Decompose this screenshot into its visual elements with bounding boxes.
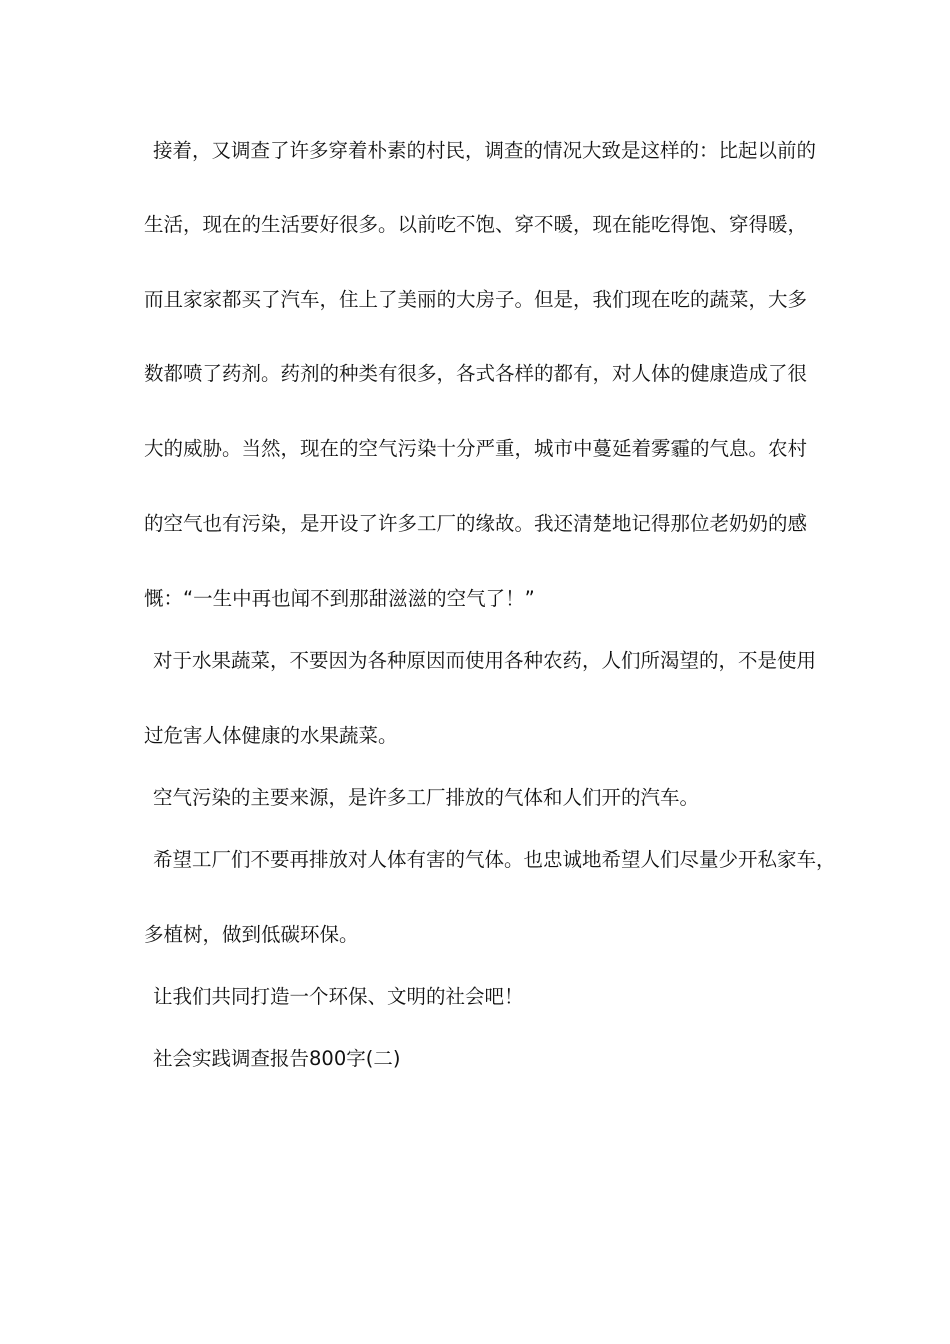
- paragraph-line: 慨：“一生中再也闻不到那甜滋滋的空气了！”: [144, 587, 535, 610]
- paragraph-line: 数都喷了药剂。药剂的种类有很多，各式各样的都有，对人体的健康造成了很: [144, 362, 808, 385]
- section-heading: 社会实践调查报告800字(二): [153, 1047, 401, 1070]
- paragraph-line: 大的威胁。当然，现在的空气污染十分严重，城市中蔓延着雾霾的气息。农村: [144, 437, 808, 460]
- paragraph-line: 接着，又调查了许多穿着朴素的村民，调查的情况大致是这样的：比起以前的: [153, 139, 817, 162]
- paragraph-line: 对于水果蔬菜，不要因为各种原因而使用各种农药，人们所渴望的，不是使用: [153, 649, 817, 672]
- paragraph-line: 空气污染的主要来源，是许多工厂排放的气体和人们开的汽车。: [153, 786, 700, 809]
- paragraph-line: 让我们共同打造一个环保、文明的社会吧！: [153, 985, 524, 1008]
- paragraph-line: 而且家家都买了汽车，住上了美丽的大房子。但是，我们现在吃的蔬菜，大多: [144, 288, 808, 311]
- paragraph-line: 过危害人体健康的水果蔬菜。: [144, 724, 398, 747]
- paragraph-line: 多植树，做到低碳环保。: [144, 923, 359, 946]
- paragraph-line: 的空气也有污染，是开设了许多工厂的缘故。我还清楚地记得那位老奶奶的感: [144, 512, 808, 535]
- paragraph-line: 生活，现在的生活要好很多。以前吃不饱、穿不暖，现在能吃得饱、穿得暖，: [144, 213, 808, 236]
- paragraph-line: 希望工厂们不要再排放对人体有害的气体。也忠诚地希望人们尽量少开私家车，: [153, 848, 836, 871]
